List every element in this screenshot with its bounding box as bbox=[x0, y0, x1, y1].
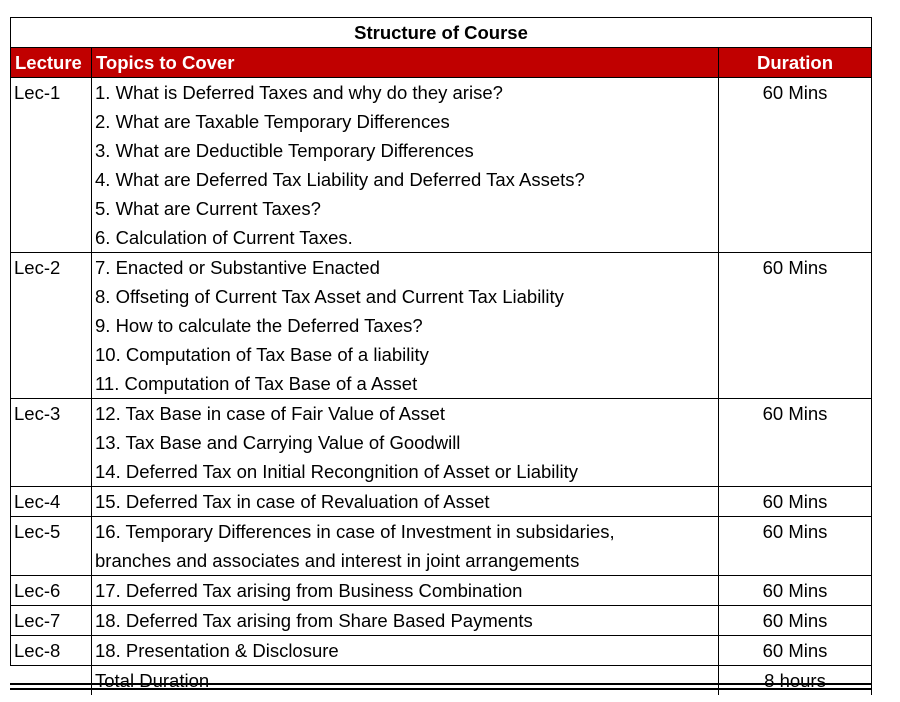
table-row bbox=[11, 428, 872, 457]
duration-cell bbox=[719, 194, 872, 223]
table-row bbox=[11, 78, 872, 108]
lecture-cell: Lec-3 bbox=[11, 399, 92, 429]
duration-cell bbox=[719, 107, 872, 136]
table-row bbox=[11, 136, 872, 165]
lecture-cell: Lec-4 bbox=[11, 487, 92, 517]
double-underline-top bbox=[10, 683, 871, 685]
duration-cell: 60 Mins bbox=[719, 606, 872, 636]
lecture-cell bbox=[11, 107, 92, 136]
lecture-cell bbox=[11, 428, 92, 457]
topic-cell: 10. Computation of Tax Base of a liability bbox=[92, 340, 719, 369]
header-lecture: Lecture bbox=[11, 48, 92, 78]
duration-cell: 60 Mins bbox=[719, 399, 872, 429]
lecture-cell bbox=[11, 340, 92, 369]
lecture-cell bbox=[11, 223, 92, 253]
topic-cell: 18. Presentation & Disclosure bbox=[92, 636, 719, 666]
topic-cell: 12. Tax Base in case of Fair Value of Asset bbox=[92, 399, 719, 429]
lecture-cell bbox=[11, 194, 92, 223]
topic-cell: 5. What are Current Taxes? bbox=[92, 194, 719, 223]
duration-cell bbox=[719, 340, 872, 369]
topic-cell: 16. Temporary Differences in case of Investment in subsidaries, bbox=[92, 517, 719, 547]
duration-cell: 60 Mins bbox=[719, 487, 872, 517]
lecture-cell bbox=[11, 369, 92, 399]
course-structure-table bbox=[10, 17, 872, 695]
table-row bbox=[11, 517, 872, 547]
table-row bbox=[11, 165, 872, 194]
duration-cell bbox=[719, 369, 872, 399]
duration-cell bbox=[719, 136, 872, 165]
total-row bbox=[11, 666, 872, 696]
table-body bbox=[11, 78, 872, 696]
lecture-cell bbox=[11, 457, 92, 487]
table-row bbox=[11, 369, 872, 399]
table-row bbox=[11, 311, 872, 340]
table-row bbox=[11, 399, 872, 429]
duration-cell bbox=[719, 282, 872, 311]
table-row bbox=[11, 223, 872, 253]
lecture-cell bbox=[11, 165, 92, 194]
lecture-cell: Lec-8 bbox=[11, 636, 92, 666]
header-duration: Duration bbox=[719, 48, 872, 78]
duration-cell: 60 Mins bbox=[719, 636, 872, 666]
header-topics: Topics to Cover bbox=[92, 48, 719, 78]
lecture-cell: Lec-1 bbox=[11, 78, 92, 108]
lecture-cell bbox=[11, 282, 92, 311]
table-row bbox=[11, 253, 872, 283]
duration-cell bbox=[719, 457, 872, 487]
lecture-cell bbox=[11, 136, 92, 165]
topic-cell: 1. What is Deferred Taxes and why do they arise? bbox=[92, 78, 719, 108]
topic-cell: 14. Deferred Tax on Initial Recongnition of Asset or Liability bbox=[92, 457, 719, 487]
topic-cell: 17. Deferred Tax arising from Business Combination bbox=[92, 576, 719, 606]
duration-cell bbox=[719, 428, 872, 457]
lecture-cell bbox=[11, 311, 92, 340]
table-row bbox=[11, 487, 872, 517]
topic-cell: 7. Enacted or Substantive Enacted bbox=[92, 253, 719, 283]
lecture-cell: Lec-6 bbox=[11, 576, 92, 606]
topic-cell: 9. How to calculate the Deferred Taxes? bbox=[92, 311, 719, 340]
topic-cell: 4. What are Deferred Tax Liability and Deferred Tax Assets? bbox=[92, 165, 719, 194]
duration-cell: 60 Mins bbox=[719, 78, 872, 108]
duration-cell: 60 Mins bbox=[719, 517, 872, 547]
topic-cell: 6. Calculation of Current Taxes. bbox=[92, 223, 719, 253]
lecture-cell: Lec-2 bbox=[11, 253, 92, 283]
table-row bbox=[11, 606, 872, 636]
course-structure-sheet bbox=[10, 17, 871, 695]
duration-cell bbox=[719, 165, 872, 194]
lecture-cell: Lec-7 bbox=[11, 606, 92, 636]
duration-cell bbox=[719, 223, 872, 253]
header-row bbox=[11, 48, 872, 78]
lecture-cell bbox=[11, 546, 92, 576]
duration-cell: 60 Mins bbox=[719, 576, 872, 606]
topic-cell: 13. Tax Base and Carrying Value of Goodwill bbox=[92, 428, 719, 457]
total-empty-cell bbox=[11, 666, 92, 696]
topic-cell: branches and associates and interest in joint arrangements bbox=[92, 546, 719, 576]
topic-cell: 2. What are Taxable Temporary Differences bbox=[92, 107, 719, 136]
total-value: 8 hours bbox=[719, 666, 872, 696]
double-underline-bottom bbox=[10, 688, 871, 690]
topic-cell: 18. Deferred Tax arising from Share Based Payments bbox=[92, 606, 719, 636]
table-row bbox=[11, 457, 872, 487]
duration-cell bbox=[719, 546, 872, 576]
table-row bbox=[11, 194, 872, 223]
table-row bbox=[11, 107, 872, 136]
table-row bbox=[11, 636, 872, 666]
total-label: Total Duration bbox=[92, 666, 719, 696]
topic-cell: 11. Computation of Tax Base of a Asset bbox=[92, 369, 719, 399]
table-row bbox=[11, 282, 872, 311]
table-row bbox=[11, 340, 872, 369]
duration-cell: 60 Mins bbox=[719, 253, 872, 283]
table-title: Structure of Course bbox=[11, 18, 872, 48]
topic-cell: 8. Offseting of Current Tax Asset and Current Tax Liability bbox=[92, 282, 719, 311]
lecture-cell: Lec-5 bbox=[11, 517, 92, 547]
duration-cell bbox=[719, 311, 872, 340]
topic-cell: 3. What are Deductible Temporary Differences bbox=[92, 136, 719, 165]
table-row bbox=[11, 576, 872, 606]
topic-cell: 15. Deferred Tax in case of Revaluation of Asset bbox=[92, 487, 719, 517]
table-row bbox=[11, 546, 872, 576]
